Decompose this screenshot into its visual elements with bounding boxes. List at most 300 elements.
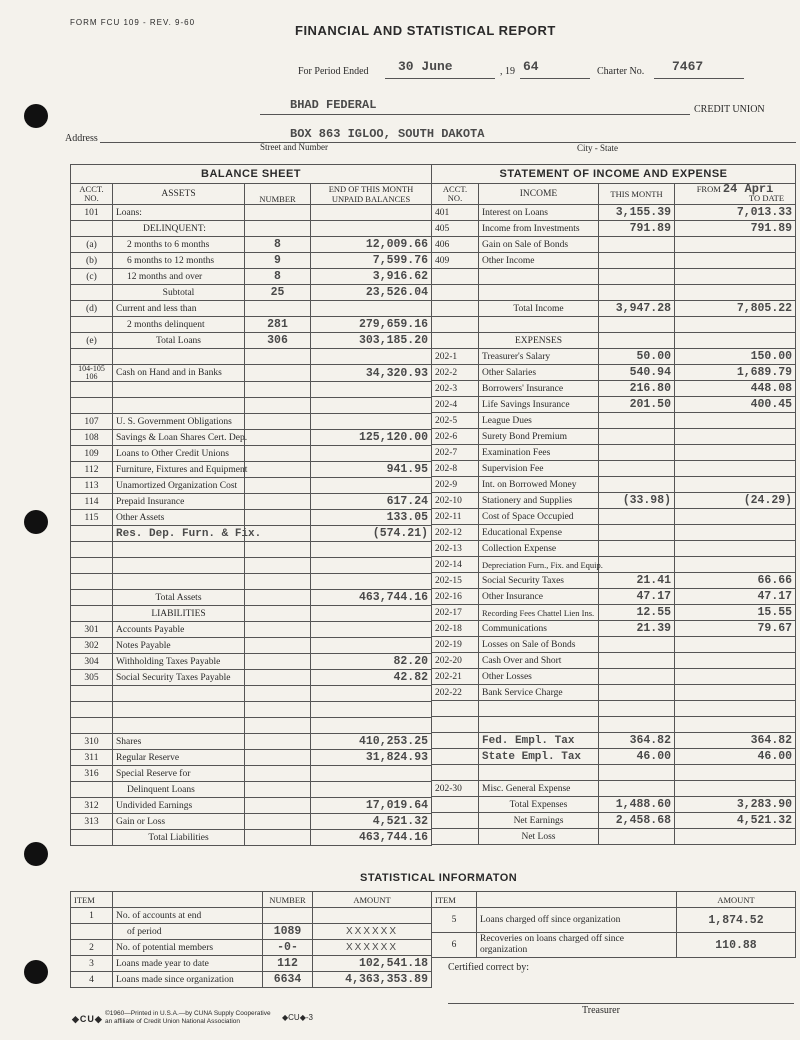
asset-label: Loans: xyxy=(113,205,245,221)
to-date-cell: 7,013.33 xyxy=(675,205,796,221)
amount-cell xyxy=(311,622,432,638)
table-row xyxy=(71,205,432,221)
col-from-date: 24 Apri xyxy=(722,182,774,196)
acct-no: 202-20 xyxy=(432,653,479,669)
number-cell xyxy=(245,622,311,638)
table-row xyxy=(432,557,796,573)
amount-cell xyxy=(311,606,432,622)
income-label: Cost of Space Occupied xyxy=(479,509,599,525)
income-label: Misc. General Expense xyxy=(479,781,599,797)
period-date: 30 June xyxy=(398,59,453,74)
income-label: Life Savings Insurance xyxy=(479,397,599,413)
table-row xyxy=(432,749,796,765)
table-row xyxy=(432,669,796,685)
income-label: Educational Expense xyxy=(479,525,599,541)
credit-union-suffix: CREDIT UNION xyxy=(694,104,765,115)
to-date-cell: 46.00 xyxy=(675,749,796,765)
acct-no: 305 xyxy=(71,670,113,686)
acct-no: (d) xyxy=(71,301,113,317)
col-number: NUMBER xyxy=(245,184,311,205)
amount-cell: 34,320.93 xyxy=(311,365,432,382)
this-month-cell xyxy=(599,317,675,333)
number-cell xyxy=(245,670,311,686)
acct-no: 112 xyxy=(71,462,113,478)
income-label: Fed. Empl. Tax xyxy=(479,733,599,749)
table-row xyxy=(71,365,432,382)
table-row xyxy=(71,574,432,590)
number-cell xyxy=(245,814,311,830)
asset-label: Undivided Earnings xyxy=(113,798,245,814)
number-cell xyxy=(245,205,311,221)
table-row xyxy=(71,494,432,510)
number-cell xyxy=(245,766,311,782)
acct-no: 202-4 xyxy=(432,397,479,413)
period-label: For Period Ended xyxy=(298,66,369,77)
table-row xyxy=(432,285,796,301)
income-label xyxy=(479,285,599,301)
asset-label: U. S. Government Obligations xyxy=(113,414,245,430)
income-label xyxy=(479,765,599,781)
footer-text xyxy=(105,1010,271,1026)
asset-label: 2 months to 6 months xyxy=(113,237,245,253)
col-item: ITEM xyxy=(71,892,113,908)
acct-no xyxy=(71,606,113,622)
number-cell xyxy=(245,702,311,718)
table-row xyxy=(432,717,796,733)
footer-code: ◆CU◆-3 xyxy=(282,1013,313,1022)
acct-no: 310 xyxy=(71,734,113,750)
table-row xyxy=(71,686,432,702)
income-label: League Dues xyxy=(479,413,599,429)
acct-no xyxy=(432,717,479,733)
table-row xyxy=(71,510,432,526)
to-date-cell xyxy=(675,317,796,333)
table-row xyxy=(432,765,796,781)
acct-no: 202-13 xyxy=(432,541,479,557)
this-month-cell xyxy=(599,269,675,285)
income-label xyxy=(479,317,599,333)
amount-cell xyxy=(311,558,432,574)
stat-label: Recoveries on loans charged off since organization xyxy=(477,933,677,958)
acct-no xyxy=(71,398,113,414)
asset-label xyxy=(113,398,245,414)
income-label: State Empl. Tax xyxy=(479,749,599,765)
address-street: BOX 863 IGLOO, SOUTH DAKOTA xyxy=(290,127,485,141)
acct-no: 202-5 xyxy=(432,413,479,429)
income-label: Depreciation Furn., Fix. and Equip. xyxy=(479,557,599,573)
col-stat-amount: AMOUNT xyxy=(313,892,432,908)
treasurer-label: Treasurer xyxy=(582,1005,620,1016)
number-cell: 281 xyxy=(245,317,311,333)
amount-cell xyxy=(311,398,432,414)
col-acct: ACCT. NO. xyxy=(71,184,113,205)
statistical-right-table xyxy=(431,891,796,958)
acct-no xyxy=(432,829,479,845)
credit-union-name: BHAD FEDERAL xyxy=(290,98,377,112)
table-row xyxy=(71,590,432,606)
table-row xyxy=(71,301,432,317)
asset-label: Delinquent Loans xyxy=(113,782,245,798)
this-month-cell xyxy=(599,413,675,429)
amount-cell: 125,120.00 xyxy=(311,430,432,446)
table-row xyxy=(432,541,796,557)
table-row xyxy=(71,478,432,494)
asset-label: Savings & Loan Shares Cert. Dep. xyxy=(113,430,245,446)
amount-cell xyxy=(311,686,432,702)
cuna-logo-left: ◆CU◆ xyxy=(72,1014,103,1024)
stat-label: Loans made since organization xyxy=(113,972,263,988)
acct-no: 202-9 xyxy=(432,477,479,493)
stat-amount: 102,541.18 xyxy=(313,956,432,972)
col-unpaid: UNPAID BALANCES xyxy=(331,194,411,204)
acct-no: 202-3 xyxy=(432,381,479,397)
to-date-cell xyxy=(675,701,796,717)
asset-label: LIABILITIES xyxy=(113,606,245,622)
amount-cell xyxy=(311,205,432,221)
acct-no: 202-18 xyxy=(432,621,479,637)
acct-no xyxy=(432,333,479,349)
amount-cell xyxy=(311,782,432,798)
footer-line-1: ©1960—Printed in U.S.A.—by CUNA Supply Cooperative xyxy=(105,1010,271,1017)
number-cell xyxy=(245,462,311,478)
amount-cell xyxy=(311,446,432,462)
asset-label xyxy=(113,718,245,734)
acct-no: 202-12 xyxy=(432,525,479,541)
acct-no xyxy=(432,813,479,829)
to-date-cell: 3,283.90 xyxy=(675,797,796,813)
table-row xyxy=(432,733,796,749)
amount-cell: 133.05 xyxy=(311,510,432,526)
table-row xyxy=(71,398,432,414)
income-label: Other Salaries xyxy=(479,365,599,381)
to-date-cell: 364.82 xyxy=(675,733,796,749)
table-row xyxy=(71,798,432,814)
acct-no: (b) xyxy=(71,253,113,269)
number-cell xyxy=(245,734,311,750)
table-row xyxy=(432,685,796,701)
income-heading: STATEMENT OF INCOME AND EXPENSE xyxy=(432,165,796,184)
table-row xyxy=(432,429,796,445)
to-date-cell xyxy=(675,541,796,557)
this-month-cell xyxy=(599,765,675,781)
this-month-cell xyxy=(599,637,675,653)
acct-no: 108 xyxy=(71,430,113,446)
this-month-cell xyxy=(599,285,675,301)
amount-cell: (574.21) xyxy=(311,526,432,542)
table-row xyxy=(71,333,432,349)
number-cell xyxy=(245,798,311,814)
page-title: FINANCIAL AND STATISTICAL REPORT xyxy=(295,23,556,38)
income-label: Bank Service Charge xyxy=(479,685,599,701)
amount-cell: 617.24 xyxy=(311,494,432,510)
to-date-cell xyxy=(675,237,796,253)
item-no: 5 xyxy=(432,908,477,933)
item-no: 2 xyxy=(71,940,113,956)
amount-cell xyxy=(311,638,432,654)
number-cell: 8 xyxy=(245,269,311,285)
income-statement-table xyxy=(431,164,796,845)
amount-cell xyxy=(311,349,432,365)
acct-no xyxy=(432,749,479,765)
acct-no: 202-14 xyxy=(432,557,479,573)
acct-no: 101 xyxy=(71,205,113,221)
stat-number: -0- xyxy=(263,940,313,956)
income-label: Treasurer's Salary xyxy=(479,349,599,365)
table-row xyxy=(71,702,432,718)
income-label: Income from Investments xyxy=(479,221,599,237)
to-date-cell: 4,521.32 xyxy=(675,813,796,829)
asset-label: 12 months and over xyxy=(113,269,245,285)
income-label: Stationery and Supplies xyxy=(479,493,599,509)
to-date-cell xyxy=(675,765,796,781)
number-cell: 25 xyxy=(245,285,311,301)
asset-label: Other Assets xyxy=(113,510,245,526)
table-row xyxy=(71,558,432,574)
balance-sheet-heading: BALANCE SHEET xyxy=(71,165,432,184)
asset-label: Total Loans xyxy=(113,333,245,349)
stat-amount: XXXXXX xyxy=(313,924,432,940)
amount-cell xyxy=(311,478,432,494)
income-label: Net Loss xyxy=(479,829,599,845)
stat-amount: 1,874.52 xyxy=(677,908,796,933)
item-no: 4 xyxy=(71,972,113,988)
stat-label: Loans charged off since organization xyxy=(477,908,677,933)
acct-no: 202-2 xyxy=(432,365,479,381)
this-month-cell: 12.55 xyxy=(599,605,675,621)
to-date-cell xyxy=(675,829,796,845)
asset-label: Notes Payable xyxy=(113,638,245,654)
to-date-cell xyxy=(675,269,796,285)
acct-no: 406 xyxy=(432,237,479,253)
amount-cell: 279,659.16 xyxy=(311,317,432,333)
income-label: EXPENSES xyxy=(479,333,599,349)
acct-no: 202-10 xyxy=(432,493,479,509)
stat-number: 6634 xyxy=(263,972,313,988)
table-row xyxy=(71,972,432,988)
acct-no: 107 xyxy=(71,414,113,430)
this-month-cell xyxy=(599,781,675,797)
form-id: FORM FCU 109 - REV. 9-60 xyxy=(70,18,196,27)
this-month-cell: 201.50 xyxy=(599,397,675,413)
table-row xyxy=(432,317,796,333)
number-cell xyxy=(245,494,311,510)
item-no: 1 xyxy=(71,908,113,924)
punch-hole xyxy=(24,510,48,534)
acct-no: 302 xyxy=(71,638,113,654)
table-row xyxy=(71,654,432,670)
table-row xyxy=(432,253,796,269)
balance-sheet-table xyxy=(70,164,432,846)
stat-amount: 110.88 xyxy=(677,933,796,958)
table-row xyxy=(432,381,796,397)
income-label: Other Losses xyxy=(479,669,599,685)
acct-no xyxy=(432,317,479,333)
stat-number xyxy=(263,908,313,924)
amount-cell: 941.95 xyxy=(311,462,432,478)
col-to-date: TO DATE xyxy=(749,193,785,203)
col-from: FROM xyxy=(696,184,721,194)
acct-no: 316 xyxy=(71,766,113,782)
acct-no xyxy=(71,718,113,734)
number-cell xyxy=(245,542,311,558)
table-row xyxy=(432,205,796,221)
acct-no xyxy=(71,574,113,590)
this-month-cell: 47.17 xyxy=(599,589,675,605)
stat-label: No. of potential members xyxy=(113,940,263,956)
asset-label: 6 months to 12 months xyxy=(113,253,245,269)
table-row xyxy=(71,940,432,956)
acct-no: 113 xyxy=(71,478,113,494)
period-year: 64 xyxy=(523,59,539,74)
table-row xyxy=(71,446,432,462)
amount-cell xyxy=(311,221,432,237)
table-row xyxy=(432,445,796,461)
number-cell xyxy=(245,606,311,622)
this-month-cell xyxy=(599,237,675,253)
to-date-cell: 150.00 xyxy=(675,349,796,365)
table-row xyxy=(71,237,432,253)
to-date-cell xyxy=(675,461,796,477)
income-label: Int. on Borrowed Money xyxy=(479,477,599,493)
amount-cell: 7,599.76 xyxy=(311,253,432,269)
number-cell xyxy=(245,301,311,317)
table-row xyxy=(432,933,796,958)
to-date-cell xyxy=(675,333,796,349)
this-month-cell xyxy=(599,253,675,269)
acct-no: 409 xyxy=(432,253,479,269)
stat-label: of period xyxy=(113,924,263,940)
to-date-cell xyxy=(675,285,796,301)
income-label: Other Insurance xyxy=(479,589,599,605)
col-stat-number: NUMBER xyxy=(263,892,313,908)
footer-line-2: an affiliate of Credit Union National Association xyxy=(105,1018,241,1025)
this-month-cell xyxy=(599,525,675,541)
this-month-cell: 540.94 xyxy=(599,365,675,381)
stat-number: 112 xyxy=(263,956,313,972)
acct-no: 202-8 xyxy=(432,461,479,477)
amount-cell xyxy=(311,718,432,734)
stat-number: 1089 xyxy=(263,924,313,940)
income-label: Gain on Sale of Bonds xyxy=(479,237,599,253)
this-month-cell xyxy=(599,829,675,845)
amount-cell xyxy=(311,766,432,782)
asset-label xyxy=(113,382,245,398)
asset-label: Subtotal xyxy=(113,285,245,301)
acct-no xyxy=(71,526,113,542)
number-cell: 9 xyxy=(245,253,311,269)
number-cell xyxy=(245,654,311,670)
certified-label: Certified correct by: xyxy=(448,962,530,973)
acct-no: (e) xyxy=(71,333,113,349)
income-label: Losses on Sale of Bonds xyxy=(479,637,599,653)
to-date-cell: 1,689.79 xyxy=(675,365,796,381)
to-date-cell xyxy=(675,685,796,701)
asset-label xyxy=(113,686,245,702)
asset-label xyxy=(113,558,245,574)
table-row xyxy=(432,573,796,589)
table-row xyxy=(432,333,796,349)
income-label: Interest on Loans xyxy=(479,205,599,221)
table-row xyxy=(71,606,432,622)
acct-no: 312 xyxy=(71,798,113,814)
asset-label: Withholding Taxes Payable xyxy=(113,654,245,670)
asset-label: Total Liabilities xyxy=(113,830,245,846)
acct-no: (c) xyxy=(71,269,113,285)
acct-no: 202-6 xyxy=(432,429,479,445)
amount-cell xyxy=(311,542,432,558)
this-month-cell xyxy=(599,653,675,669)
table-row xyxy=(71,285,432,301)
acct-no xyxy=(432,301,479,317)
number-cell xyxy=(245,830,311,846)
table-row xyxy=(71,956,432,972)
to-date-cell xyxy=(675,445,796,461)
table-row xyxy=(432,908,796,933)
acct-no xyxy=(71,702,113,718)
asset-label: Unamortized Organization Cost xyxy=(113,478,245,494)
statistical-heading: STATISTICAL INFORMATON xyxy=(360,872,518,884)
to-date-cell xyxy=(675,413,796,429)
acct-no xyxy=(71,686,113,702)
acct-no xyxy=(432,733,479,749)
number-cell xyxy=(245,718,311,734)
table-row xyxy=(71,638,432,654)
to-date-cell xyxy=(675,557,796,573)
col-end: END OF THIS MONTH xyxy=(328,184,414,194)
this-month-cell: 364.82 xyxy=(599,733,675,749)
table-row xyxy=(71,462,432,478)
income-label: Total Income xyxy=(479,301,599,317)
to-date-cell: 448.08 xyxy=(675,381,796,397)
number-cell xyxy=(245,782,311,798)
this-month-cell: 1,488.60 xyxy=(599,797,675,813)
to-date-cell xyxy=(675,429,796,445)
number-cell xyxy=(245,221,311,237)
acct-no xyxy=(71,782,113,798)
acct-no: 202-30 xyxy=(432,781,479,797)
asset-label: Special Reserve for xyxy=(113,766,245,782)
asset-label xyxy=(113,349,245,365)
asset-label: Cash on Hand and in Banks xyxy=(113,365,245,382)
income-label: Examination Fees xyxy=(479,445,599,461)
table-row xyxy=(432,589,796,605)
table-row xyxy=(71,750,432,766)
asset-label: Social Security Taxes Payable xyxy=(113,670,245,686)
this-month-cell xyxy=(599,541,675,557)
year-prefix: , 19 xyxy=(500,66,515,77)
acct-no xyxy=(432,765,479,781)
acct-no: 313 xyxy=(71,814,113,830)
number-cell xyxy=(245,365,311,382)
table-row xyxy=(432,477,796,493)
address-label: Address xyxy=(65,133,98,144)
acct-no xyxy=(71,221,113,237)
asset-label xyxy=(113,574,245,590)
acct-no xyxy=(71,317,113,333)
table-row xyxy=(432,605,796,621)
acct-no: 401 xyxy=(432,205,479,221)
number-cell xyxy=(245,382,311,398)
to-date-cell: 400.45 xyxy=(675,397,796,413)
col-item-right: ITEM xyxy=(432,892,477,908)
table-row xyxy=(432,269,796,285)
table-row xyxy=(71,430,432,446)
income-label: Net Earnings xyxy=(479,813,599,829)
to-date-cell xyxy=(675,525,796,541)
table-row xyxy=(71,622,432,638)
acct-no xyxy=(71,542,113,558)
amount-cell: 23,526.04 xyxy=(311,285,432,301)
